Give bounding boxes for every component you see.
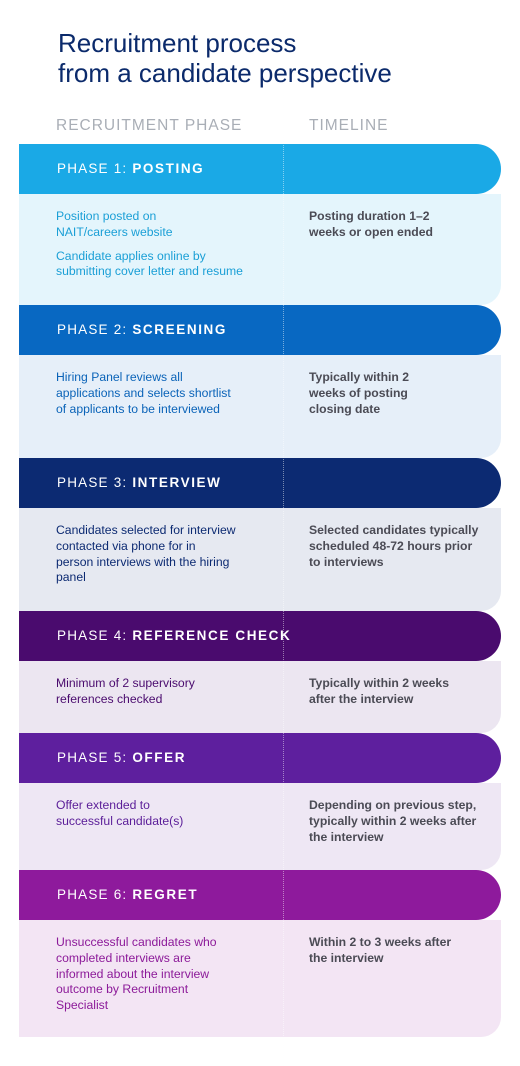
phase-5 [19,733,501,870]
phase-6-bar [19,870,501,920]
phase-2-prefix: PHASE 2: [57,322,133,337]
phase-3-description-1: Candidates selected for interview contacted via phone for in person interviews with the hiring panel [56,523,236,585]
phase-5-name: OFFER [132,750,187,765]
phase-2-name: SCREENING [132,322,227,337]
phase-1-timeline: Posting duration 1–2 weeks or open ended [309,209,433,239]
title-line-2: from a candidate perspective [58,58,392,88]
phase-2-heading [57,305,227,355]
phase-5-body [19,783,501,870]
phase-1-description-1: Position posted on NAIT/careers website [56,209,173,239]
phase-2-bar [19,305,501,355]
phase-1-name: POSTING [132,161,205,176]
phase-6-timeline: Within 2 to 3 weeks after the interview [309,935,452,965]
phase-5-bar [19,733,501,783]
phase-3-heading [57,458,222,508]
phase-1 [19,144,501,305]
column-header-phase: RECRUITMENT PHASE [56,117,243,134]
phase-6 [19,870,501,1037]
phase-4-heading [57,611,291,661]
phase-6-name: REGRET [132,887,199,902]
phase-1-heading [57,144,204,194]
phase-6-heading [57,870,198,920]
phase-1-description-2: Candidate applies online by submitting cover letter and resume [56,248,243,279]
title-line-1: Recruitment process [58,28,297,58]
phase-5-heading [57,733,186,783]
phase-4-prefix: PHASE 4: [57,628,133,643]
phase-4-body [19,661,501,733]
phase-1-description [56,209,256,288]
phase-2 [19,305,501,458]
phase-4-timeline: Typically within 2 weeks after the interview [309,676,449,706]
phase-6-description-1: Unsuccessful candidates who completed interviews are informed about the interview outcome by Recruitment Specialist [56,935,217,1013]
phase-3-prefix: PHASE 3: [57,475,133,490]
phase-3-description [56,523,256,594]
phase-4-description-1: Minimum of 2 supervisory references checked [56,676,195,706]
phase-2-description-1: Hiring Panel reviews all applications and selects shortlist of applicants to be interviewed [56,370,231,416]
column-header-timeline: TIMELINE [309,117,389,134]
phase-2-description [56,370,256,425]
phase-4-bar [19,611,501,661]
phase-4-name: REFERENCE CHECK [132,628,292,643]
phase-2-body [19,355,501,458]
column-divider [283,143,284,1036]
phase-6-body [19,920,501,1037]
phase-1-bar [19,144,501,194]
phase-3-body [19,508,501,611]
phase-5-description-1: Offer extended to successful candidate(s) [56,798,184,828]
phase-3 [19,458,501,611]
phase-5-prefix: PHASE 5: [57,750,133,765]
phase-6-prefix: PHASE 6: [57,887,133,902]
phase-5-timeline: Depending on previous step, typically within 2 weeks after the interview [309,798,477,844]
phase-4-description [56,676,256,716]
phase-2-timeline: Typically within 2 weeks of posting closing date [309,370,410,416]
phase-1-prefix: PHASE 1: [57,161,133,176]
phase-1-body [19,194,501,305]
phase-3-bar [19,458,501,508]
phase-3-name: INTERVIEW [132,475,222,490]
phase-4 [19,611,501,733]
phase-3-timeline: Selected candidates typically scheduled 48-72 hours prior to interviews [309,523,479,569]
phase-6-description [56,935,256,1022]
page-title [58,28,392,88]
phase-5-description [56,798,256,838]
